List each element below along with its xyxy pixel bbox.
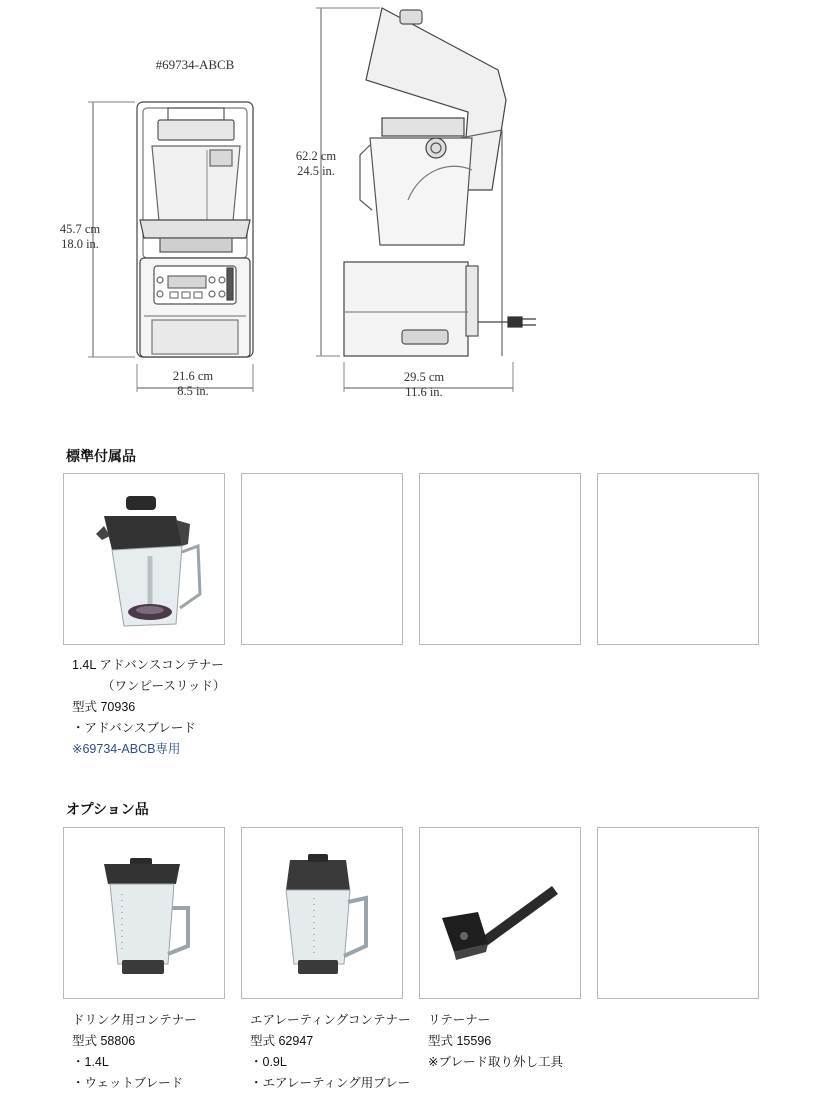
accessory-1-note: ※69734-ABCB専用 (72, 742, 181, 756)
accessory-1-name: 1.4L アドバンスコンテナー (72, 658, 224, 672)
side-height-in: 24.5 in. (297, 164, 335, 178)
aerating-container-icon (242, 828, 402, 998)
front-width-label (153, 369, 233, 399)
drink-container-icon (64, 828, 224, 998)
option-card-4 (597, 827, 759, 999)
front-width-in: 8.5 in. (177, 384, 209, 398)
option-1-blade: ・ウェットブレード (72, 1076, 184, 1090)
front-width-cm: 21.6 cm (172, 369, 214, 383)
front-height-in: 18.0 in. (61, 237, 99, 251)
accessory-card-3 (419, 473, 581, 645)
accessory-card-1 (63, 473, 225, 645)
accessory-card-4 (597, 473, 759, 645)
option-description-3 (428, 1010, 598, 1073)
model-number: #69734-ABCB (155, 57, 235, 72)
side-view-drawing (300, 0, 560, 410)
option-3-model: 型式 15596 (428, 1034, 492, 1048)
front-height-label (40, 222, 120, 252)
option-description-2 (250, 1010, 420, 1094)
accessory-card-2 (241, 473, 403, 645)
standard-accessories-title: 標準付属品 (66, 448, 136, 464)
accessory-1-blade: ・アドバンスブレード (72, 721, 196, 735)
option-description-1 (72, 1010, 242, 1094)
option-1-name: ドリンク用コンテナー (72, 1013, 197, 1027)
option-2-model: 型式 62947 (250, 1034, 314, 1048)
blender-container-advance-icon (64, 474, 224, 644)
side-depth-label (384, 370, 464, 400)
side-depth-cm: 29.5 cm (403, 370, 445, 384)
option-3-name: リテーナー (428, 1013, 491, 1027)
accessory-description-1 (72, 655, 272, 760)
option-card-2 (241, 827, 403, 999)
option-1-model: 型式 58806 (72, 1034, 136, 1048)
option-1-capacity: ・1.4L (72, 1055, 109, 1069)
option-2-capacity: ・0.9L (250, 1055, 287, 1069)
front-height-cm: 45.7 cm (59, 222, 101, 236)
option-2-name: エアレーティングコンテナー (250, 1013, 411, 1027)
option-2-blade: ・エアレーティング用ブレー (250, 1076, 411, 1090)
accessory-1-lid: （ワンピースリッド） (102, 679, 226, 693)
retainer-tool-icon (420, 828, 580, 998)
side-depth-in: 11.6 in. (405, 385, 443, 399)
optional-items-title: オプション品 (66, 801, 149, 817)
accessory-1-model: 型式 70936 (72, 700, 136, 714)
option-card-1 (63, 827, 225, 999)
option-card-3 (419, 827, 581, 999)
option-3-note: ※ブレード取り外し工具 (428, 1055, 563, 1069)
side-height-label (276, 149, 356, 179)
side-height-cm: 62.2 cm (295, 149, 337, 163)
